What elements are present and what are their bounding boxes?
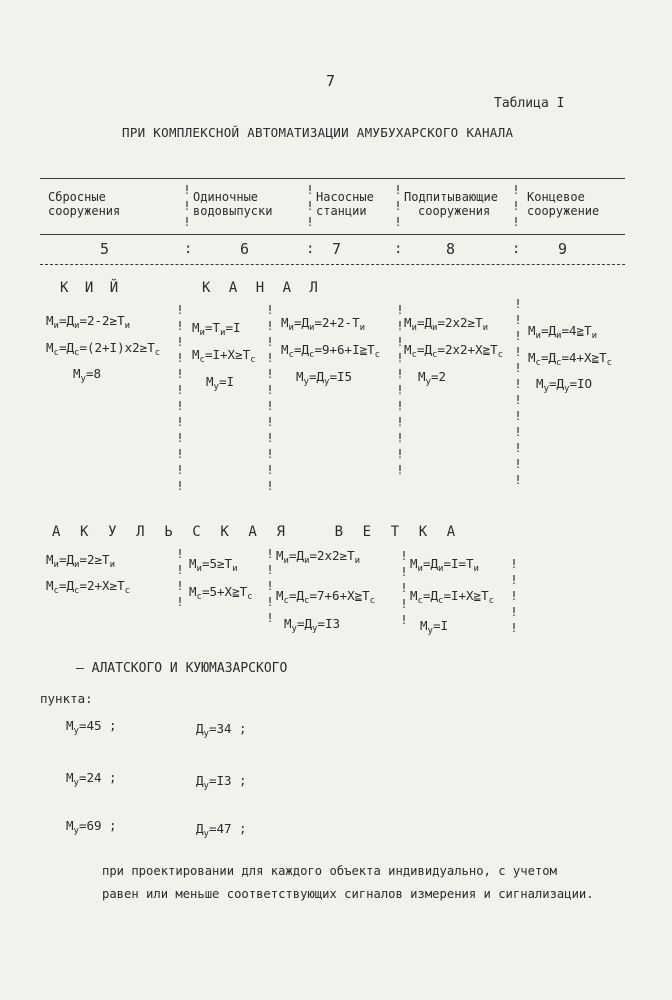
du-value-3: $Д_у=47$ ; [196, 821, 247, 839]
section-title-akulskaya: А К У Л Ь С К А Я В Е Т К А [52, 524, 460, 540]
bottom-heading: – АЛАТСКОГО И КУЮМАЗАРСКОГО [76, 661, 288, 676]
mu-value-3: $M_у=69$ ; [66, 818, 117, 836]
column-header-7: Насосные станции [316, 190, 374, 218]
formula-vetka-5-row1: $M_и=Д_и=2\ge T_и$ [46, 552, 115, 570]
formula-kanal-8-row1: $M_и=Д_и=2x2\ge T_и$ [404, 315, 489, 333]
number-separator: : [306, 241, 315, 257]
column-header-5: Сбросные сооружения [48, 190, 121, 218]
du-value-2: $Д_у=I3$ ; [196, 773, 247, 791]
formula-kiy-5-row2: $M_с=Д_с=(2+I)x2\ge T_с$ [46, 340, 161, 358]
column-number-6: 6 [240, 240, 250, 258]
number-separator: : [394, 241, 403, 257]
formula-vetka-6-row2: $M_с=5+X≧T_с$ [189, 584, 253, 602]
formula-vetka-8-row1: $M_и=Д_и=I=T_и$ [410, 556, 479, 574]
header-bottom-rule [40, 264, 625, 265]
column-separator: ! ! ! ! ! ! ! ! ! ! ! ! [514, 297, 522, 487]
section-title-kiy: К И Й [60, 280, 119, 296]
header-middle-rule [40, 234, 625, 235]
column-separator: ! ! ! ! ! [400, 549, 408, 627]
formula-vetka-8-row2: $M_с=Д_с=I+X≧T_с$ [410, 588, 495, 606]
note-line-2: равен или меньше соответствующих сигналов измерения и сигнализации. [102, 887, 594, 901]
punkt-label: пункта: [40, 691, 93, 706]
column-separator: ! ! ! ! ! ! ! ! ! ! ! ! [176, 303, 184, 493]
section-title-kanal: К А Н А Л [202, 280, 318, 296]
mu-value-2: $M_у=24$ ; [66, 770, 117, 788]
formula-vetka-6-row1: $M_и=5\ge T_и$ [189, 556, 238, 574]
formula-vetka-5-row2: $M_с=Д_с=2+X\ge T_с$ [46, 578, 131, 596]
table-label: Таблица I [494, 96, 565, 111]
formula-kanal-8-row3: $M_у=2$ [418, 369, 447, 387]
number-separator: : [184, 241, 193, 257]
formula-kanal-9-row1: $M_и=Д_и=4≧T_и$ [528, 323, 597, 341]
column-number-9: 9 [558, 240, 568, 258]
column-separator: ! ! ! ! ! ! ! ! ! ! ! ! [266, 303, 274, 493]
column-number-8: 8 [446, 240, 456, 258]
formula-kiy-5-row3: $M_у=8$ [73, 366, 102, 384]
formula-kanal-7-row2: $M_с=Д_с=9+6+I≧T_с$ [281, 342, 381, 360]
formula-vetka-7-row3: $M_у=Д_у=I3$ [284, 616, 341, 634]
column-separator: ! ! ! ! ! ! ! ! ! ! ! [396, 303, 404, 477]
formula-kanal-7-row1: $M_и=Д_и=2+2-T_и$ [281, 315, 366, 333]
column-header-6: Одиночные водовыпуски [193, 190, 273, 218]
column-separator: ! ! ! ! [176, 547, 184, 609]
formula-kanal-6-row2: $M_с=I+X\ge T_с$ [192, 347, 256, 365]
note-line-1: при проектировании для каждого объекта индивидуально, с учетом [102, 864, 557, 878]
formula-vetka-8-row3: $M_у=I$ [420, 618, 449, 636]
page-number: 7 [326, 72, 336, 90]
column-separator: ! ! ! ! ! [266, 547, 274, 625]
mu-value-1: $M_у=45$ ; [66, 718, 117, 736]
column-number-7: 7 [332, 240, 342, 258]
column-header-8: Подпитывающие сооружения [404, 190, 498, 218]
header-top-rule [40, 178, 625, 179]
formula-kanal-9-row2: $M_с=Д_с=4+X≧T_с$ [528, 350, 613, 368]
column-number-5: 5 [100, 240, 110, 258]
header-separator: ! ! ! [183, 183, 191, 229]
table-heading: ПРИ КОМПЛЕКСНОЙ АВТОМАТИЗАЦИИ АМУБУХАРСКОГО КАНАЛА [122, 125, 514, 140]
formula-kanal-8-row2: $M_с=Д_с=2x2+X≧T_с$ [404, 342, 504, 360]
formula-vetka-7-row1: $M_и=Д_и=2x2\ge T_и$ [276, 548, 361, 566]
header-separator: ! ! ! [512, 183, 520, 229]
column-separator: ! ! ! ! ! [510, 557, 518, 635]
formula-kanal-7-row3: $M_у=Д_у=I5$ [296, 369, 353, 387]
formula-kanal-9-row3: $M_у=Д_у=IO$ [536, 376, 593, 394]
formula-kanal-6-row1: $M_и=T_и=I$ [192, 320, 241, 338]
du-value-1: $Д_у=34$ ; [196, 721, 247, 739]
formula-kiy-5-row1: $M_и=Д_и=2-2\ge T_и$ [46, 313, 131, 331]
column-header-9: Концевое сооружение [527, 190, 600, 218]
formula-vetka-7-row2: $M_с=Д_с=7+6+X≧T_с$ [276, 588, 376, 606]
formula-kanal-6-row3: $M_у=I$ [206, 374, 235, 392]
header-separator: ! ! ! [306, 183, 314, 229]
number-separator: : [512, 241, 521, 257]
header-separator: ! ! ! [394, 183, 402, 229]
